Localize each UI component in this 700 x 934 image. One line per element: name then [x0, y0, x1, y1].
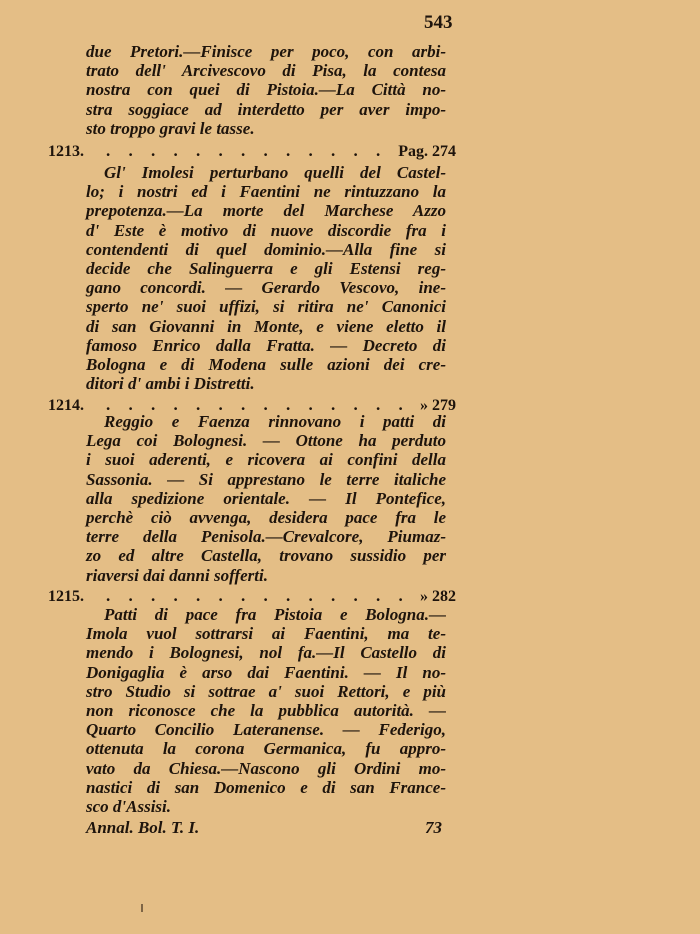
year-label: 1215.	[48, 588, 84, 605]
text-line: riaversi dai danni sofferti.	[86, 565, 268, 585]
text-line: contendenti di quel dominio.—Alla fine si	[86, 239, 446, 259]
leader-dots: . . . . . . . . . . . . . .	[106, 586, 410, 605]
text-line: mendo i Bolognesi, nol fa.—Il Castello di	[86, 643, 446, 663]
text-line: Quarto Concilio Lateranense. — Federigo,	[86, 720, 446, 740]
page-reference: Pag. 274	[398, 143, 456, 160]
text-line: Bologna e di Modena sulle azioni dei cre-	[86, 354, 446, 374]
text-line: sperto ne' suoi uffizi, si ritira ne' Canonici	[86, 297, 446, 317]
year-label: 1214.	[48, 397, 84, 414]
entry-continuation	[86, 42, 446, 138]
text-line: decide che Salinguerra e gli Estensi reg-	[86, 258, 446, 278]
text-line: di san Giovanni in Monte, e viene eletto il	[86, 316, 446, 336]
text-line: Sassonia. — Si apprestano le terre italiche	[86, 469, 446, 489]
text-line: Patti di pace fra Pistoia e Bologna.—	[104, 605, 446, 624]
leader-dots: . . . . . . . . . . . . .	[106, 141, 388, 160]
text-line: non riconosce che la pubblica autorità. —	[86, 700, 446, 720]
text-line: sto troppo gravi le tasse.	[86, 118, 255, 138]
text-line: trato dell' Arcivescovo di Pisa, la contesa	[86, 61, 446, 81]
entry-1215	[86, 605, 446, 816]
text-line: due Pretori.—Finisce per poco, con arbi-	[86, 42, 446, 61]
year-label: 1213.	[48, 143, 84, 160]
text-line: alla spedizione orientale. — Il Pontefice,	[86, 488, 446, 508]
text-line: nastici di san Domenico e di san France-	[86, 777, 446, 797]
text-line: ottenuta la corona Germanica, fu appro-	[86, 739, 446, 759]
folio-number: 73	[425, 818, 442, 837]
year-heading-1213	[48, 143, 456, 163]
text-line: Gl' Imolesi perturbano quelli del Castel-	[104, 163, 446, 182]
text-line: i suoi aderenti, e ricovera ai confini della	[86, 450, 446, 470]
text-line: Donigaglia è arso dai Faentini. — Il no-	[86, 662, 446, 682]
entry-1213	[86, 163, 446, 393]
leader-dots: . . . . . . . . . . . . . .	[106, 395, 410, 414]
text-line: Lega coi Bolognesi. — Ottone ha perduto	[86, 431, 446, 451]
page-reference: » 282	[420, 588, 456, 605]
text-line: Imola vuol sottrarsi ai Faentini, ma te-	[86, 624, 446, 644]
text-line: vato da Chiesa.—Nascono gli Ordini mo-	[86, 758, 446, 778]
text-line: Reggio e Faenza rinnovano i patti di	[104, 412, 446, 431]
page-number: 543	[424, 12, 453, 33]
text-line: famoso Enrico dalla Fratta. — Decreto di	[86, 335, 446, 355]
text-line: stra soggiace ad interdetto per aver impo-	[86, 99, 446, 119]
page-footer	[86, 818, 442, 840]
entry-1214	[86, 412, 446, 585]
text-line: lo; i nostri ed i Faentini ne rintuzzano la	[86, 182, 446, 202]
text-line: gano concordi. — Gerardo Vescovo, ine-	[86, 278, 446, 298]
text-line: perchè ciò avvenga, desidera pace fra le	[86, 507, 446, 527]
text-line: ditori d' ambi i Distretti.	[86, 374, 255, 394]
text-line: prepotenza.—La morte del Marchese Azzo	[86, 201, 446, 221]
text-line: sco d'Assisi.	[86, 796, 172, 816]
text-line: zo ed altre Castella, trovano sussidio per	[86, 546, 446, 566]
text-line: terre della Penisola.—Crevalcore, Piumaz-	[86, 527, 446, 547]
text-line: nostra con quei di Pistoia.—La Città no-	[86, 80, 446, 100]
paper-speck	[141, 904, 143, 912]
page-reference: » 279	[420, 397, 456, 414]
text-line: stro Studio si sottrae a' suoi Rettori, e più	[86, 681, 446, 701]
text-line: d' Este è motivo di nuove discordie fra i	[86, 220, 446, 240]
signature-mark: Annal. Bol. T. I.	[86, 818, 200, 837]
